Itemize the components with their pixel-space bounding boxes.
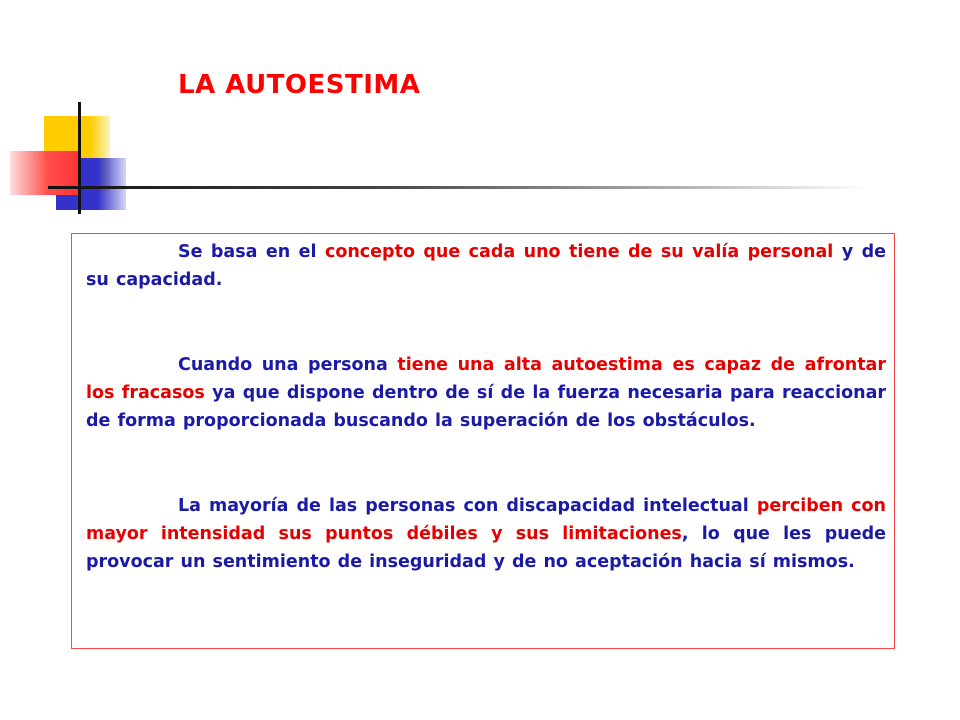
decorative-horizontal-line — [48, 186, 868, 189]
paragraph-text: ya que dispone dentro de sí de la fuerza necesaria para reaccionar de forma proporcionada buscando la superación de los obstáculos. — [86, 383, 887, 431]
paragraph-highlight: concepto que cada uno tiene de su valía personal — [324, 242, 834, 262]
content-box — [71, 233, 895, 649]
paragraph-high-self-esteem — [86, 351, 886, 435]
paragraph-intellectual-disability — [86, 492, 886, 576]
paragraph-highlight: perciben con mayor intensidad sus puntos débiles y sus limitaciones — [86, 496, 886, 544]
paragraph-text: La mayoría de las personas con discapacidad intelectual — [178, 496, 757, 516]
paragraph-text: , lo que les puede provocar un sentimiento de inseguridad y de no aceptación hacia sí mismos. — [86, 524, 886, 572]
paragraph-text: Se basa en el — [178, 242, 325, 262]
decorative-vertical-line — [78, 102, 81, 214]
slide-title: LA AUTOESTIMA — [178, 70, 421, 100]
paragraph-text: Cuando una persona — [178, 355, 398, 375]
paragraph-concept — [86, 238, 886, 294]
paragraph-highlight: tiene una alta autoestima es capaz de afrontar los fracasos — [86, 355, 886, 403]
paragraph-text: y de su capacidad. — [86, 242, 886, 290]
